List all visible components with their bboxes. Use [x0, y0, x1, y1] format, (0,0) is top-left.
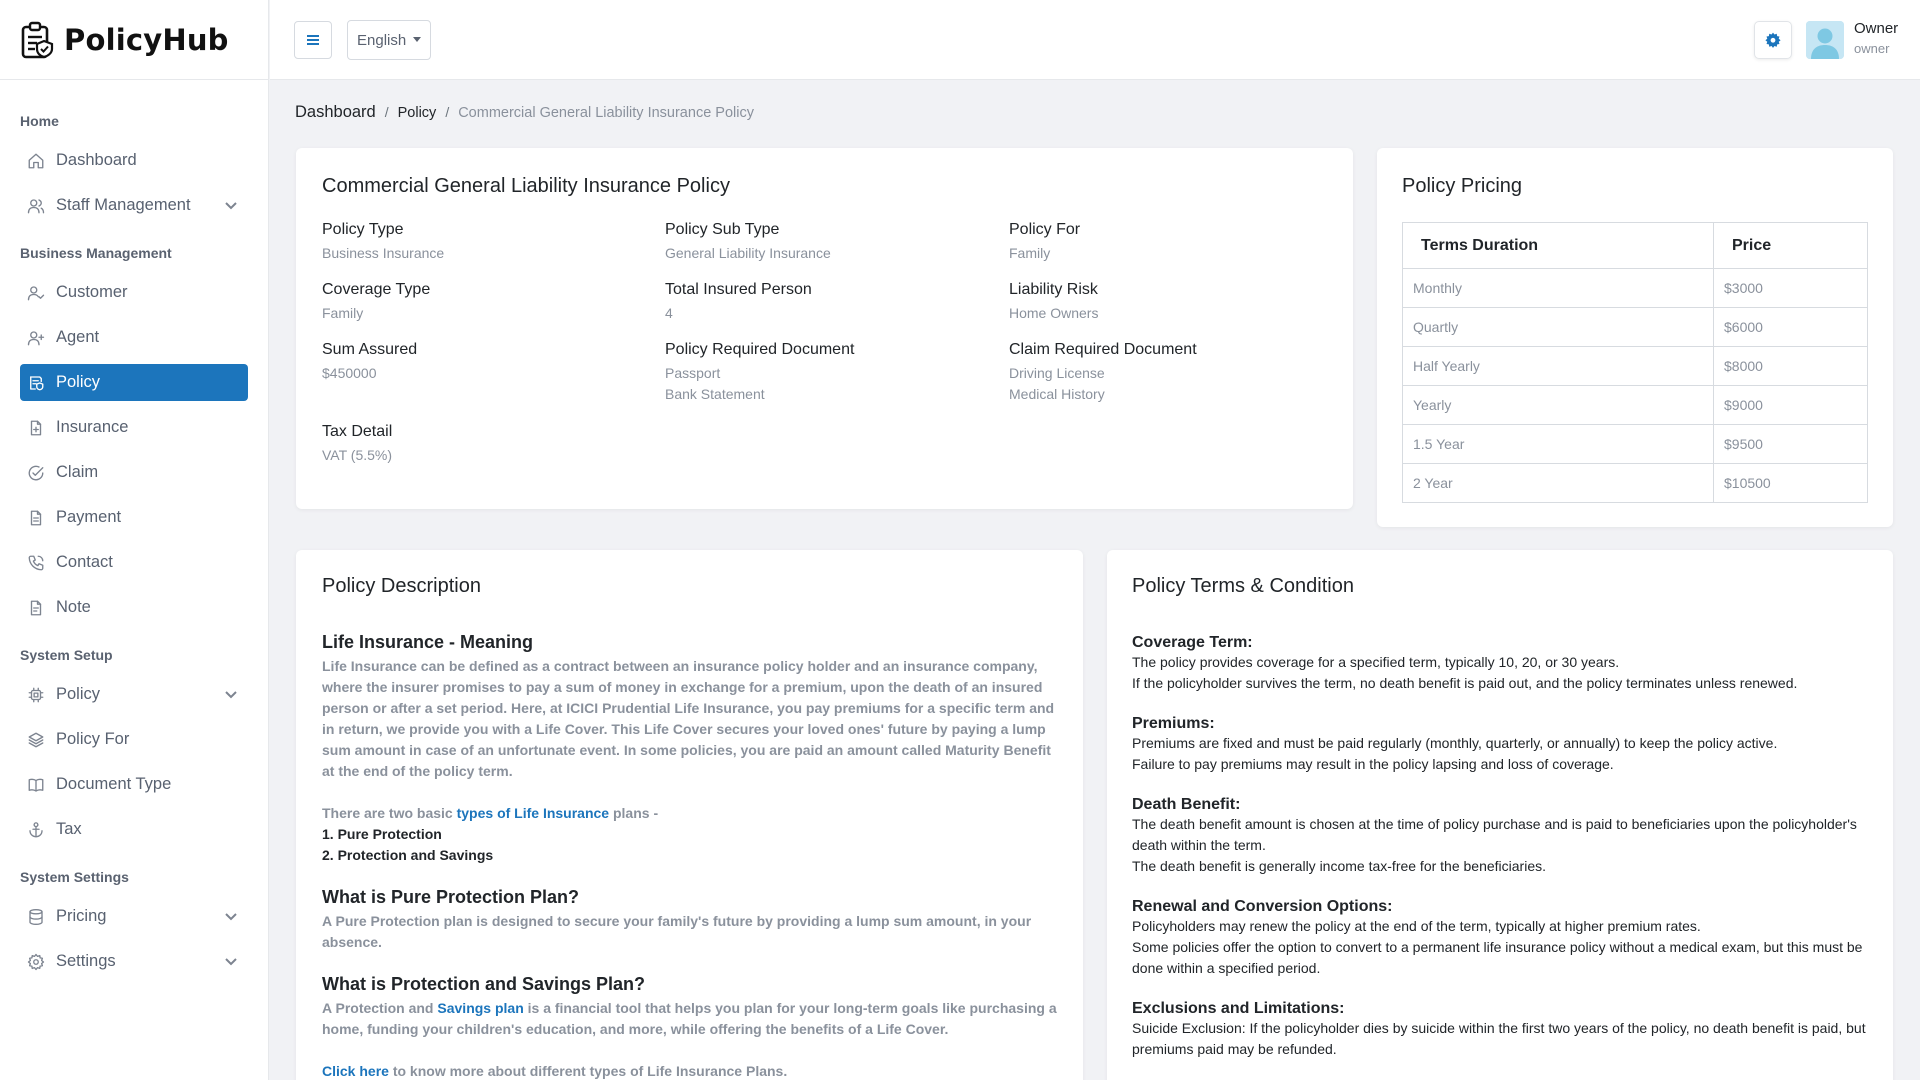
chevron-down-icon — [224, 198, 238, 212]
terms-line: Suicide Exclusion: If the policyholder dies by suicide within the first two years of the policy, no death benefit is paid, but premiums paid may be refunded. — [1132, 1020, 1866, 1057]
table-header-row — [1403, 223, 1868, 269]
chevron-down-icon — [224, 909, 238, 923]
sidebar-item-label: Note — [56, 598, 91, 616]
sidebar-item-label: Customer — [56, 283, 128, 301]
chevron-down-icon — [224, 954, 238, 968]
field-label: Tax Detail — [322, 423, 393, 440]
policy-icon — [26, 373, 46, 393]
file-plus-icon — [26, 418, 46, 438]
users-icon — [26, 196, 46, 216]
terms-block — [1132, 714, 1877, 775]
breadcrumb-separator: / — [445, 104, 450, 120]
terms-heading: Renewal and Conversion Options: — [1132, 898, 1393, 915]
policy-description-card — [296, 550, 1083, 1080]
field-label: Claim Required Document — [1009, 341, 1197, 358]
sidebar-item-label: Settings — [56, 952, 116, 970]
field-label: Policy Sub Type — [665, 221, 780, 238]
paragraph — [322, 803, 1062, 824]
sidebar-item-label: Policy — [56, 373, 101, 391]
sidebar-item-insurance[interactable] — [20, 409, 248, 446]
column-header: Price — [1714, 223, 1868, 269]
terms-block — [1132, 897, 1877, 979]
breadcrumb-policy[interactable]: Policy — [397, 105, 437, 121]
price-cell: $3000 — [1714, 269, 1868, 308]
gear-icon — [26, 952, 46, 972]
terms-line: If the policyholder survives the term, no death benefit is paid out, and the policy terminates unless renewed. — [1132, 675, 1798, 691]
brand-name: PolicyHub — [64, 22, 229, 57]
user-avatar-icon — [1806, 21, 1844, 59]
sidebar-item-label: Pricing — [56, 907, 107, 925]
user-name[interactable]: Owner — [1854, 20, 1899, 37]
sidebar-item-label: Claim — [56, 463, 99, 481]
sidebar-item-note[interactable] — [20, 589, 248, 626]
field-value: Home Owners — [1009, 305, 1099, 321]
field-coverage-type — [322, 281, 430, 324]
home-icon — [26, 151, 46, 171]
field-value: Bank Statement — [665, 386, 765, 402]
sidebar-item-dashboard[interactable] — [20, 142, 248, 179]
field-value: $450000 — [322, 365, 377, 381]
sidebar-item-policy[interactable] — [20, 364, 248, 401]
sidebar-item-label: Dashboard — [56, 151, 137, 169]
field-label: Sum Assured — [322, 341, 418, 358]
section-heading: Life Insurance - Meaning — [322, 632, 534, 652]
file-text-icon — [26, 508, 46, 528]
sidebar-item-label: Policy For — [56, 730, 130, 748]
sidebar-item-label: Staff Management — [56, 196, 191, 214]
terms-heading: Exclusions and Limitations: — [1132, 1000, 1345, 1017]
text: A Protection and — [322, 1000, 438, 1016]
terms-block — [1132, 999, 1877, 1060]
note-icon — [26, 598, 46, 618]
price-cell: $10500 — [1714, 464, 1868, 503]
terms-line: Some policies offer the option to convert to a permanent life insurance policy without a medical exam, but this must be done within a specified period. — [1132, 939, 1863, 976]
sidebar-item-label: Policy — [56, 685, 101, 703]
sidebar — [0, 0, 269, 1080]
terms-line: The death benefit is generally income tax-free for the beneficiaries. — [1132, 858, 1547, 874]
description-body — [322, 632, 1062, 1080]
terms-title: Policy Terms & Condition — [1132, 575, 1354, 597]
sidebar-item-pricing[interactable] — [20, 898, 248, 935]
policy-logo-icon — [20, 21, 54, 59]
breadcrumb-separator: / — [384, 104, 389, 120]
terms-line: The death benefit amount is chosen at the time of policy purchase and is paid to beneficiaries upon the policyholder's death within the term. — [1132, 816, 1857, 853]
field-value: Passport — [665, 365, 721, 381]
term-cell: Half Yearly — [1403, 347, 1714, 386]
field-value: General Liability Insurance — [665, 245, 831, 261]
brand[interactable] — [0, 0, 268, 80]
price-cell: $9000 — [1714, 386, 1868, 425]
book-icon — [26, 775, 46, 795]
database-icon — [26, 907, 46, 927]
price-cell: $8000 — [1714, 347, 1868, 386]
description-title: Policy Description — [322, 575, 481, 597]
sidebar-item-label: Document Type — [56, 775, 172, 793]
field-total-insured-person — [665, 281, 812, 324]
sidebar-item-policy-setup[interactable] — [20, 676, 248, 713]
sidebar-item-policy-for[interactable] — [20, 721, 248, 758]
field-value: Business Insurance — [322, 245, 445, 261]
sidebar-item-payment[interactable] — [20, 499, 248, 536]
terms-block — [1132, 795, 1877, 877]
table-row — [1403, 386, 1868, 425]
sidebar-item-label: Tax — [56, 820, 82, 838]
paragraph — [322, 998, 1062, 1040]
field-value: Driving License — [1009, 365, 1105, 381]
field-policy-type — [322, 221, 444, 264]
policy-pricing-card — [1377, 148, 1893, 527]
table-row — [1403, 347, 1868, 386]
term-cell: Monthly — [1403, 269, 1714, 308]
check-circle-icon — [26, 463, 46, 483]
section-heading: What is Pure Protection Plan? — [322, 887, 580, 907]
terms-line: Policyholders may renew the policy at the end of the term, typically at higher premium rates. — [1132, 918, 1701, 934]
settings-button[interactable] — [1754, 21, 1792, 59]
types-of-life-insurance-link[interactable]: types of Life Insurance — [456, 805, 610, 821]
list-item: 1. Pure Protection — [322, 826, 442, 842]
terms-block — [1132, 633, 1877, 694]
terms-heading: Premiums: — [1132, 715, 1215, 732]
policy-title: Commercial General Liability Insurance Policy — [322, 175, 730, 197]
sidebar-item-claim[interactable] — [20, 454, 248, 491]
layers-icon — [26, 730, 46, 750]
sidebar-item-settings[interactable] — [20, 943, 248, 980]
table-row — [1403, 425, 1868, 464]
sidebar-item-tax[interactable] — [20, 811, 248, 848]
nav-section-home: Home — [20, 113, 59, 129]
chevron-down-icon — [224, 687, 238, 701]
breadcrumb-current: Commercial General Liability Insurance Policy — [458, 105, 754, 121]
caret-down-icon — [413, 37, 421, 42]
field-sum-assured — [322, 341, 417, 384]
sidebar-item-agent[interactable] — [20, 319, 248, 356]
field-value: VAT (5.5%) — [322, 447, 393, 463]
sidebar-item-label: Payment — [56, 508, 122, 526]
policy-terms-card — [1107, 550, 1893, 1080]
table-row — [1403, 464, 1868, 503]
term-cell: 1.5 Year — [1403, 425, 1714, 464]
sidebar-item-contact[interactable] — [20, 544, 248, 581]
nav-section-system-setup: System Setup — [20, 647, 113, 663]
paragraph: Life Insurance can be defined as a contract between an insurance policy holder and an insurance company, where the insurer promises to pay a sum of money in exchange for a premium, upon the death of an insured person or after a set period. Here, at ICICI Prudential Life Insurance, you pay premiums for a specific term and in return, we provide you with a Life Cover. This Life Cover secures your loved ones' future by paying a lump sum amount in case of an unfortunate event. In some policies, you are paid an amount called Maturity Benefit at the end of the policy term. — [322, 658, 1055, 779]
text: is a financial tool that helps you plan for your long-term goals like purchasing a home, funding your children's education, and more, while offering the benefits of a Life Cover. — [322, 1000, 1057, 1037]
sidebar-item-label: Contact — [56, 553, 113, 571]
price-cell: $6000 — [1714, 308, 1868, 347]
breadcrumb-dashboard[interactable]: Dashboard — [295, 103, 376, 121]
sidebar-item-document-type[interactable] — [20, 766, 248, 803]
nav-section-business-management: Business Management — [20, 245, 172, 261]
menu-toggle-button[interactable] — [294, 21, 332, 59]
sidebar-item-label: Insurance — [56, 418, 129, 436]
terms-line: The policy provides coverage for a specified term, typically 10, 20, or 30 years. — [1132, 654, 1620, 670]
paragraph — [322, 1061, 1062, 1080]
table-row — [1403, 269, 1868, 308]
field-label: Policy For — [1009, 221, 1081, 238]
paragraph: A Pure Protection plan is designed to secure your family's future by providing a lump sum amount, in your absence. — [322, 913, 1032, 950]
user-plus-icon — [26, 328, 46, 348]
term-cell: 2 Year — [1403, 464, 1714, 503]
field-policy-required-document — [665, 341, 854, 405]
column-header: Terms Duration — [1403, 223, 1714, 269]
gear-icon — [1765, 32, 1781, 48]
field-claim-required-document — [1009, 341, 1197, 405]
terms-heading: Death Benefit: — [1132, 796, 1241, 813]
savings-plan-link[interactable]: Savings plan — [437, 1000, 524, 1016]
pricing-table — [1402, 222, 1868, 503]
phone-icon — [26, 553, 46, 573]
field-value: Medical History — [1009, 386, 1105, 402]
field-label: Policy Type — [322, 221, 404, 238]
language-value: English — [357, 31, 407, 49]
field-label: Policy Required Document — [665, 341, 855, 358]
text: There are two basic — [322, 805, 457, 821]
list-item: 2. Protection and Savings — [322, 847, 494, 863]
sidebar-nav — [0, 80, 268, 980]
top-header — [270, 0, 1920, 80]
click-here-link[interactable]: Click here — [322, 1063, 389, 1079]
breadcrumb — [295, 103, 754, 122]
sidebar-item-label: Agent — [56, 328, 100, 346]
field-label: Liability Risk — [1009, 281, 1098, 298]
term-cell: Quartly — [1403, 308, 1714, 347]
user-check-icon — [26, 283, 46, 303]
policy-details-card — [296, 148, 1353, 509]
terms-line: Premiums are fixed and must be paid regularly (monthly, quarterly, or annually) to keep the policy active. — [1132, 735, 1778, 751]
anchor-icon — [26, 820, 46, 840]
user-role: owner — [1854, 41, 1890, 56]
field-value: Family — [1009, 245, 1051, 261]
field-label: Total Insured Person — [665, 281, 812, 298]
sidebar-item-customer[interactable] — [20, 274, 248, 311]
price-cell: $9500 — [1714, 425, 1868, 464]
avatar[interactable] — [1806, 21, 1844, 59]
field-tax-detail — [322, 423, 392, 466]
hamburger-icon — [305, 32, 321, 48]
pricing-title: Policy Pricing — [1402, 175, 1523, 197]
field-policy-sub-type — [665, 221, 831, 264]
field-value: Family — [322, 305, 364, 321]
terms-line: Failure to pay premiums may result in the policy lapsing and loss of coverage. — [1132, 756, 1614, 772]
field-liability-risk — [1009, 281, 1098, 324]
nav-section-system-settings: System Settings — [20, 869, 129, 885]
section-heading: What is Protection and Savings Plan? — [322, 974, 646, 994]
field-label: Coverage Type — [322, 281, 431, 298]
sidebar-item-staff-management[interactable] — [20, 187, 248, 224]
terms-heading: Coverage Term: — [1132, 634, 1253, 651]
table-row — [1403, 308, 1868, 347]
field-policy-for — [1009, 221, 1080, 264]
text: to know more about different types of Life Insurance Plans. — [388, 1063, 788, 1079]
terms-body — [1132, 633, 1877, 1080]
cpu-icon — [26, 685, 46, 705]
term-cell: Yearly — [1403, 386, 1714, 425]
text: plans - — [609, 805, 659, 821]
language-select[interactable] — [347, 20, 431, 60]
field-value: 4 — [665, 305, 673, 321]
